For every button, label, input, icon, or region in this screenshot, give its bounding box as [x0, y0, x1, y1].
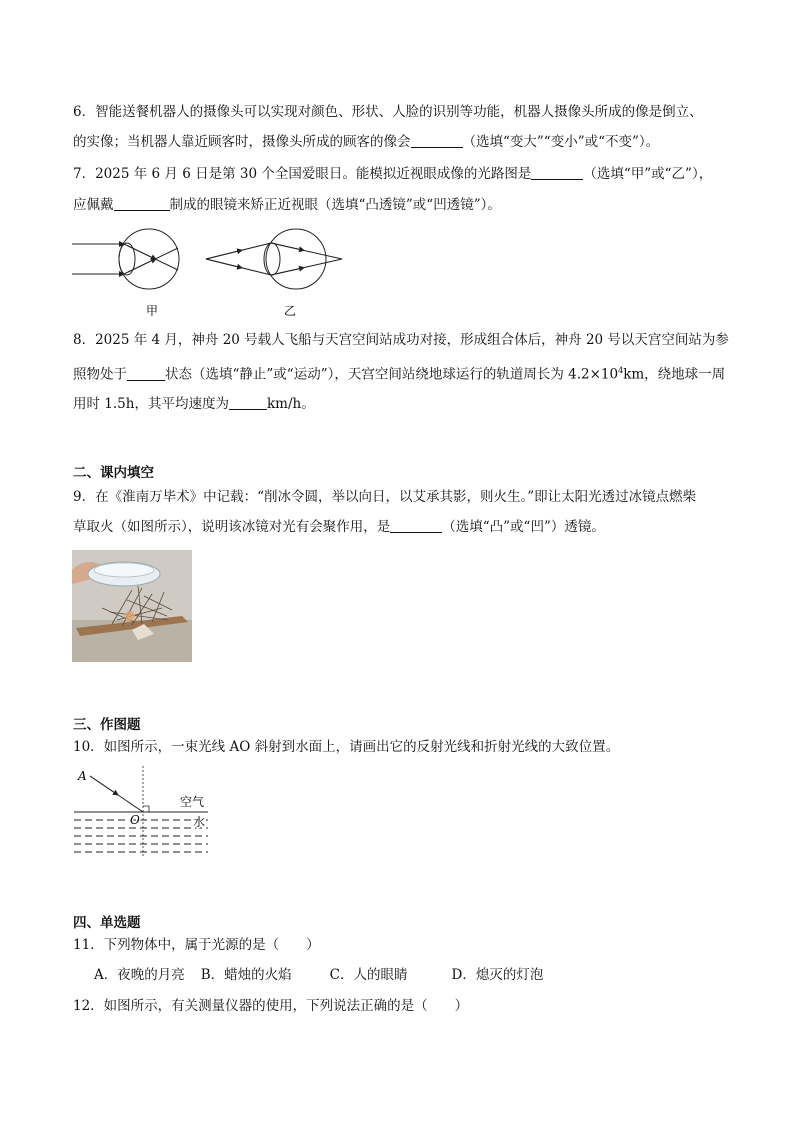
label-yi: 乙	[284, 304, 297, 318]
q11-option-b[interactable]: B．蜡烛的火焰	[200, 967, 292, 983]
q9-line2-text-b: （选填“凸”或“凹”）透镜。	[442, 519, 605, 535]
q12-line1: 12．如图所示，有关测量仪器的使用，下列说法正确的是（ ）	[73, 998, 469, 1014]
ice-lens-illustration	[72, 550, 192, 662]
q6-line2-text-b: （选填“变大”“变小”或“不变”）。	[462, 134, 660, 150]
q6-answer-blank[interactable]	[411, 133, 463, 148]
q8-line3-text-a: 用时 1.5h，其平均速度为	[73, 396, 229, 412]
q7-line1	[73, 164, 712, 184]
q9-line2-text-a: 草取火（如图所示），说明该冰镜对光有会聚作用，是	[73, 519, 391, 535]
q7-line1-text-a: 7．2025 年 6 月 6 日是第 30 个全国爱眼日。能模拟近视眼成像的光路图是	[73, 166, 532, 182]
q7-answer-blank-1[interactable]	[531, 165, 583, 180]
q8-line2-text-c: km，绕地球一周	[623, 366, 726, 383]
q11-option-a[interactable]: A．夜晚的月亮	[94, 967, 185, 983]
label-A: A	[78, 769, 87, 783]
section-heading-3: 三、作图题	[73, 717, 141, 733]
q8-exponent: 4	[618, 366, 624, 375]
q6-line1: 6．智能送餐机器人的摄像头可以实现对颜色、形状、人脸的识别等功能，机器人摄像头所成的像是倒立、	[73, 104, 703, 120]
q9-answer-blank[interactable]	[390, 518, 442, 533]
q8-line3-text-b: km/h。	[266, 396, 315, 412]
q8-answer-blank-1[interactable]	[127, 366, 165, 381]
eye-diagrams	[66, 222, 356, 322]
section-heading-4: 四、单选题	[73, 915, 141, 931]
label-water: 水	[193, 815, 206, 829]
q7-line2	[73, 195, 501, 215]
q8-line2	[73, 361, 725, 385]
q7-line2-text-b: 制成的眼镜来矫正近视眼（选填“凸透镜”或“凹透镜”）。	[169, 197, 501, 213]
section-heading-2: 二、课内填空	[73, 465, 154, 481]
q8-line3	[73, 394, 315, 414]
eye-diagram-jia	[72, 229, 179, 289]
q6-line2-text-a: 的实像；当机器人靠近顾客时，摄像头所成的顾客的像会	[73, 134, 411, 150]
q11-line1: 11．下列物体中，属于光源的是（ ）	[73, 937, 320, 953]
q8-answer-blank-2[interactable]	[229, 395, 267, 410]
label-jia: 甲	[146, 304, 159, 318]
refraction-diagram	[70, 762, 215, 862]
q8-line1: 8．2025 年 4 月，神舟 20 号载人飞船与天宫空间站成功对接，形成组合体后，神舟 20 号以天宫空间站为参	[73, 332, 729, 348]
q11-option-d[interactable]: D．熄灭的灯泡	[451, 967, 544, 983]
ice-lens-photo	[72, 550, 192, 662]
q8-line2-text-b: 状态（选填“静止”或“运动”），天宫空间站绕地球运行的轨道周长为 4.2×10	[165, 366, 619, 383]
q7-answer-blank-2[interactable]	[114, 196, 170, 211]
q9-line1: 9．在《淮南万毕术》中记载：“削冰令圆，举以向日，以艾承其影，则火生。”即让太阳光透过冰镜点燃柴	[73, 489, 697, 505]
label-O: O	[130, 813, 140, 827]
label-air: 空气	[180, 795, 205, 809]
q6-line2	[73, 132, 659, 152]
q11-option-c[interactable]: C．人的眼睛	[329, 967, 408, 983]
q7-line1-text-b: （选填“甲”或“乙”），	[583, 166, 713, 182]
q8-line2-text-a: 照物处于	[73, 366, 127, 383]
q9-line2	[73, 517, 605, 537]
q7-line2-text-a: 应佩戴	[73, 197, 114, 213]
q10-line1: 10．如图所示，一束光线 AO 斜射到水面上，请画出它的反射光线和折射光线的大致位置。	[73, 739, 620, 755]
eye-diagram-yi	[206, 229, 342, 289]
q11-options	[94, 965, 543, 985]
